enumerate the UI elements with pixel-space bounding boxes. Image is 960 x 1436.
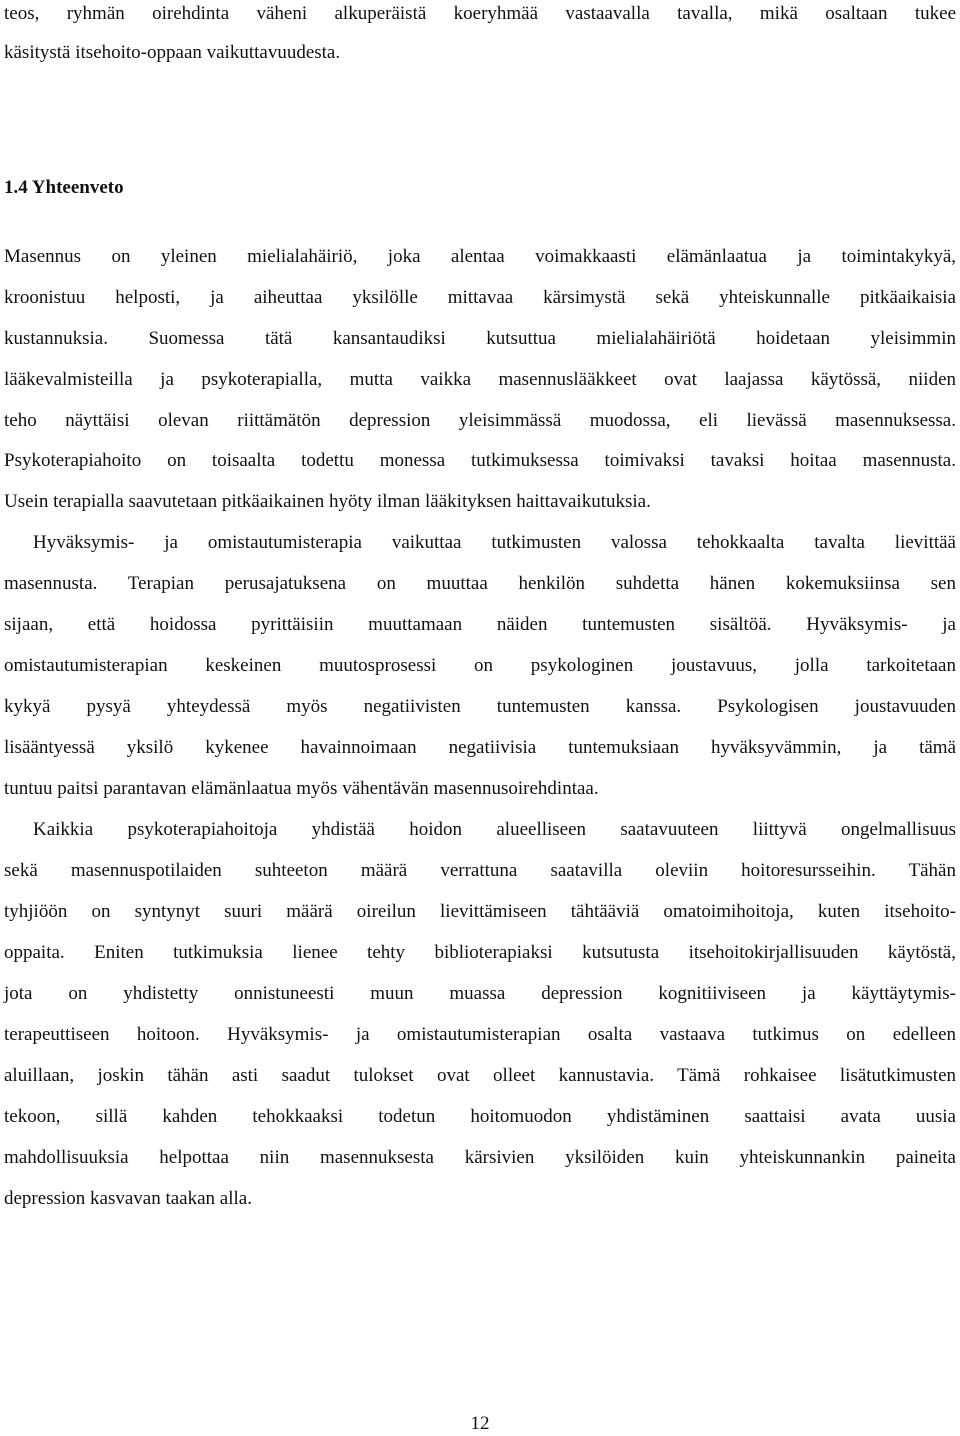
page-number: 12 (470, 1413, 490, 1434)
body-text-line: Masennus on yleinen mielialahäiriö, joka alentaa voimakkaasti elämänlaatua ja toimintakykyä, (4, 246, 956, 267)
body-text-line: tyhjiöön on syntynyt suuri määrä oireilun lievittämiseen tähtääviä omatoimihoitoja, kuten itsehoito- (4, 901, 956, 922)
body-text-line: käsitystä itsehoito-oppaan vaikuttavuudesta. (4, 42, 341, 63)
body-text-line: lääkevalmisteilla ja psykoterapialla, mutta vaikka masennuslääkkeet ovat laajassa käytössä, niiden (4, 369, 956, 390)
body-text-line: kustannuksia. Suomessa tätä kansantaudiksi kutsuttua mielialahäiriötä hoidetaan yleisimmin (4, 328, 956, 349)
body-text-line: oppaita. Eniten tutkimuksia lienee tehty biblioterapiaksi kutsutusta itsehoitokirjallisuuden käytöstä, (4, 942, 956, 963)
body-text-line: aluillaan, joskin tähän asti saadut tulokset ovat olleet kannustavia. Tämä rohkaisee lisätutkimusten (4, 1065, 956, 1086)
body-text-line: omistautumisterapian keskeinen muutosprosessi on psykologinen joustavuus, jolla tarkoitetaan (4, 655, 956, 676)
body-text-line: terapeuttiseen hoitoon. Hyväksymis- ja omistautumisterapian osalta vastaava tutkimus on edelleen (4, 1024, 956, 1045)
body-text-line: sijaan, että hoidossa pyrittäisiin muuttamaan näiden tuntemusten sisältöä. Hyväksymis- ja (4, 614, 956, 635)
section-heading: 1.4 Yhteenveto (4, 176, 124, 198)
body-text-line: tekoon, sillä kahden tehokkaaksi todetun hoitomuodon yhdistäminen saattaisi avata uusia (4, 1106, 956, 1127)
body-text-line: Hyväksymis- ja omistautumisterapia vaikuttaa tutkimusten valossa tehokkaalta tavalta lievittää (33, 532, 956, 553)
body-text-line: lisääntyessä yksilö kykenee havainnoimaan negatiivisia tuntemuksiaan hyväksyvämmin, ja tämä (4, 737, 956, 758)
body-text-line: teho näyttäisi olevan riittämätön depression yleisimmässä muodossa, eli lievässä masennuksessa. (4, 410, 956, 431)
body-text-line: kykyä pysyä yhteydessä myös negatiivisten tuntemusten kanssa. Psykologisen joustavuuden (4, 696, 956, 717)
body-text-line: jota on yhdistetty onnistuneesti muun muassa depression kognitiiviseen ja käyttäytymis- (4, 983, 956, 1004)
body-text-line: Psykoterapiahoito on toisaalta todettu monessa tutkimuksessa toimivaksi tavaksi hoitaa masennusta. (4, 450, 956, 471)
body-text-line: Usein terapialla saavutetaan pitkäaikainen hyöty ilman lääkityksen haittavaikutuksia. (4, 491, 651, 512)
body-text-line: Kaikkia psykoterapiahoitoja yhdistää hoidon alueelliseen saatavuuteen liittyvä ongelmallisuus (33, 819, 956, 840)
body-text-line: masennusta. Terapian perusajatuksena on muuttaa henkilön suhdetta hänen kokemuksiinsa sen (4, 573, 956, 594)
body-text-line: tuntuu paitsi parantavan elämänlaatua myös vähentävän masennusoirehdintaa. (4, 778, 599, 799)
body-text-line: depression kasvavan taakan alla. (4, 1188, 252, 1209)
body-text-line: sekä masennuspotilaiden suhteeton määrä verrattuna saatavilla oleviin hoitoresursseihin. Tähän (4, 860, 956, 881)
body-text-line: mahdollisuuksia helpottaa niin masennuksesta kärsivien yksilöiden kuin yhteiskunnankin paineita (4, 1147, 956, 1168)
body-text-line: teos, ryhmän oirehdinta väheni alkuperäistä koeryhmää vastaavalla tavalla, mikä osaltaan tukee (4, 3, 956, 24)
body-text-line: kroonistuu helposti, ja aiheuttaa yksilölle mittavaa kärsimystä sekä yhteiskunnalle pitkäaikaisia (4, 287, 956, 308)
